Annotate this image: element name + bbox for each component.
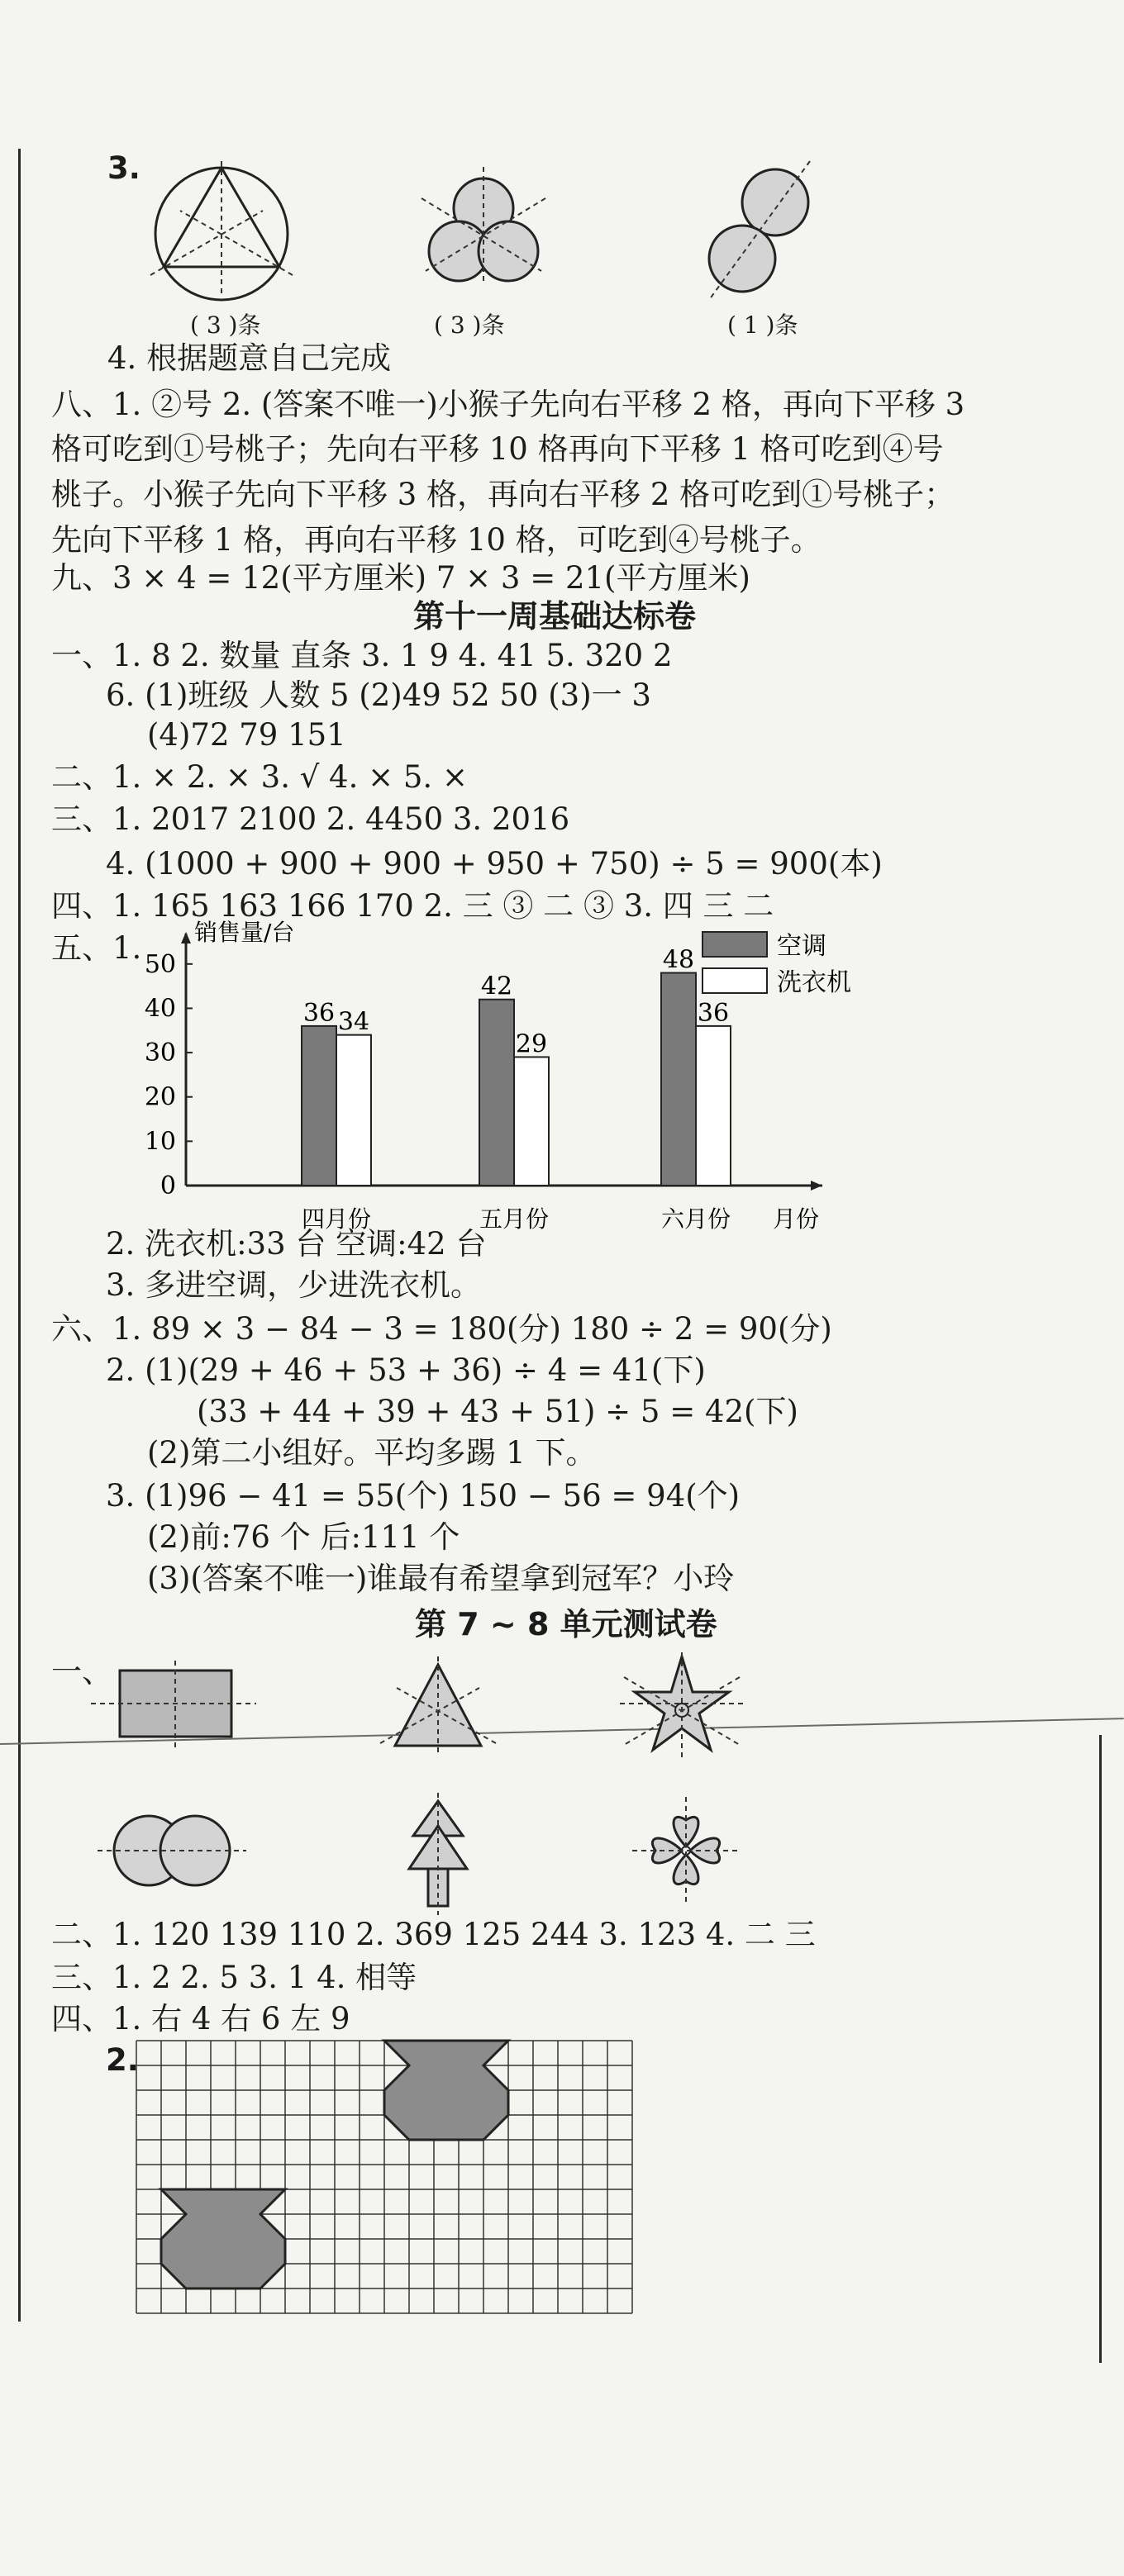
line-t2-si-2: 2. — [106, 2042, 139, 2078]
y-tick-label: 0 — [160, 1172, 176, 1200]
y-axis-label: 销售量/台 — [194, 919, 295, 946]
line-ba-3: 桃子。小猴子先向下平移 3 格，再向右平移 2 格可吃到①号桃子； — [51, 477, 955, 512]
line-liu-2b: (33 + 44 + 39 + 43 + 51) ÷ 5 = 42(下) — [197, 1394, 798, 1429]
legend-swatch — [702, 968, 767, 993]
bar-aircon — [302, 1026, 336, 1186]
y-tick-label: 30 — [144, 1038, 176, 1068]
line-liu-2c: (2)第二小组好。平均多踢 1 下。 — [147, 1435, 597, 1471]
section-title-unit7-8: 第 7 ~ 8 单元测试卷 — [415, 1606, 717, 1642]
caption-2: ( 3 )条 — [434, 311, 505, 339]
x-axis-arrow — [811, 1181, 822, 1191]
legend-label: 洗衣机 — [777, 968, 851, 997]
line-ba-4: 先向下平移 1 格，再向右平移 10 格，可吃到④号桃子。 — [51, 522, 822, 558]
circle-triangle-figure — [139, 161, 304, 306]
line-wu-2: 2. 洗衣机:33 台 空调:42 台 — [106, 1226, 487, 1262]
line-er: 二、1. × 2. × 3. √ 4. × 5. × — [51, 759, 468, 795]
line-liu-3b: (2)前:76 个 后:111 个 — [147, 1519, 460, 1555]
x-category-label: 四月份 — [301, 1205, 372, 1233]
line-liu-3c: (3)(答案不唯一)谁最有希望拿到冠军？小玲 — [147, 1561, 735, 1596]
x-axis-label: 月份 — [773, 1205, 820, 1233]
line-jiu: 九、3 × 4 = 12(平方厘米) 7 × 3 = 21(平方厘米) — [51, 560, 750, 596]
three-circles-figure — [417, 165, 550, 297]
line-si: 四、1. 165 163 166 170 2. 三 ③ 二 ③ 3. 四 三 二 — [51, 888, 774, 924]
line-t2-er: 二、1. 120 139 110 2. 369 125 244 3. 123 4. 二 三 — [51, 1917, 816, 1952]
legend-swatch — [702, 932, 767, 957]
line-t2-yi: 一、 — [51, 1654, 112, 1690]
rectangle-axes-figure — [91, 1661, 256, 1751]
line-q4: 4. 根据题意自己完成 — [107, 340, 392, 376]
overlapping-circles-figure — [98, 1801, 246, 1900]
line-san-4: 4. (1000 + 900 + 900 + 950 + 750) ÷ 5 = 900(本) — [106, 846, 883, 882]
shape-translated — [161, 2189, 285, 2288]
line-san-1: 三、1. 2017 2100 2. 4450 3. 2016 — [51, 801, 570, 837]
y-tick-label: 50 — [144, 949, 176, 979]
line-t2-si-1: 四、1. 右 4 右 6 左 9 — [51, 2001, 350, 2037]
bar-aircon — [661, 973, 696, 1186]
translation-grid — [136, 2041, 632, 2338]
x-category-label: 五月份 — [479, 1205, 550, 1233]
star-axes-figure — [620, 1652, 744, 1760]
heart-clover-figure — [632, 1797, 740, 1904]
x-category-label: 六月份 — [660, 1205, 731, 1233]
y-tick-label: 40 — [144, 994, 176, 1024]
sales-bar-chart — [132, 919, 876, 1233]
y-axis-arrow — [181, 932, 191, 943]
line-liu-1: 六、1. 89 × 3 − 84 − 3 = 180(分) 180 ÷ 2 = 90(分) — [51, 1311, 832, 1347]
bar-washer — [514, 1057, 549, 1186]
bar-value-label: 29 — [515, 1029, 548, 1059]
triangle-axes-figure — [380, 1656, 496, 1756]
bar-value-label: 42 — [480, 972, 513, 1001]
left-margin-rule — [18, 149, 21, 2322]
right-margin-rule — [1099, 1735, 1102, 2363]
line-liu-2a: 2. (1)(29 + 46 + 53 + 36) ÷ 4 = 41(下) — [106, 1352, 706, 1388]
bar-value-label: 48 — [662, 945, 695, 975]
line-wu-3: 3. 多进空调，少进洗衣机。 — [106, 1267, 482, 1303]
bar-aircon — [479, 1000, 514, 1186]
caption-3: ( 1 )条 — [727, 311, 798, 339]
line-liu-3a: 3. (1)96 − 41 = 55(个) 150 − 56 = 94(个) — [106, 1478, 741, 1514]
shape-original — [384, 2041, 508, 2140]
legend-label: 空调 — [777, 932, 826, 961]
bar-value-label: 36 — [302, 998, 336, 1028]
caption-1: ( 3 )条 — [190, 311, 261, 339]
line-yi-6a: 6. (1)班级 人数 5 (2)49 52 50 (3)一 3 — [106, 677, 651, 713]
line-wu-1: 五、1. — [51, 930, 142, 966]
line-yi-6b: (4)72 79 151 — [147, 717, 346, 753]
line-t2-san: 三、1. 2 2. 5 3. 1 4. 相等 — [51, 1960, 417, 1995]
tree-arrow-figure — [397, 1793, 479, 1917]
bar-value-label: 34 — [337, 1007, 370, 1037]
two-circles-figure — [702, 161, 818, 302]
q3-label: 3. — [107, 150, 140, 186]
bar-washer — [336, 1035, 371, 1186]
y-tick-label: 10 — [144, 1127, 176, 1157]
line-yi-1: 一、1. 8 2. 数量 直条 3. 1 9 4. 41 5. 320 2 — [51, 638, 673, 673]
bar-value-label: 36 — [697, 998, 730, 1028]
line-ba-2: 格可吃到①号桃子；先向右平移 10 格再向下平移 1 格可吃到④号 — [51, 431, 944, 467]
bar-washer — [696, 1026, 731, 1186]
section-title-week11: 第十一周基础达标卷 — [413, 598, 697, 634]
y-tick-label: 20 — [144, 1082, 176, 1112]
line-ba-1: 八、1. ②号 2. (答案不唯一)小猴子先向右平移 2 格，再向下平移 3 — [51, 387, 965, 422]
